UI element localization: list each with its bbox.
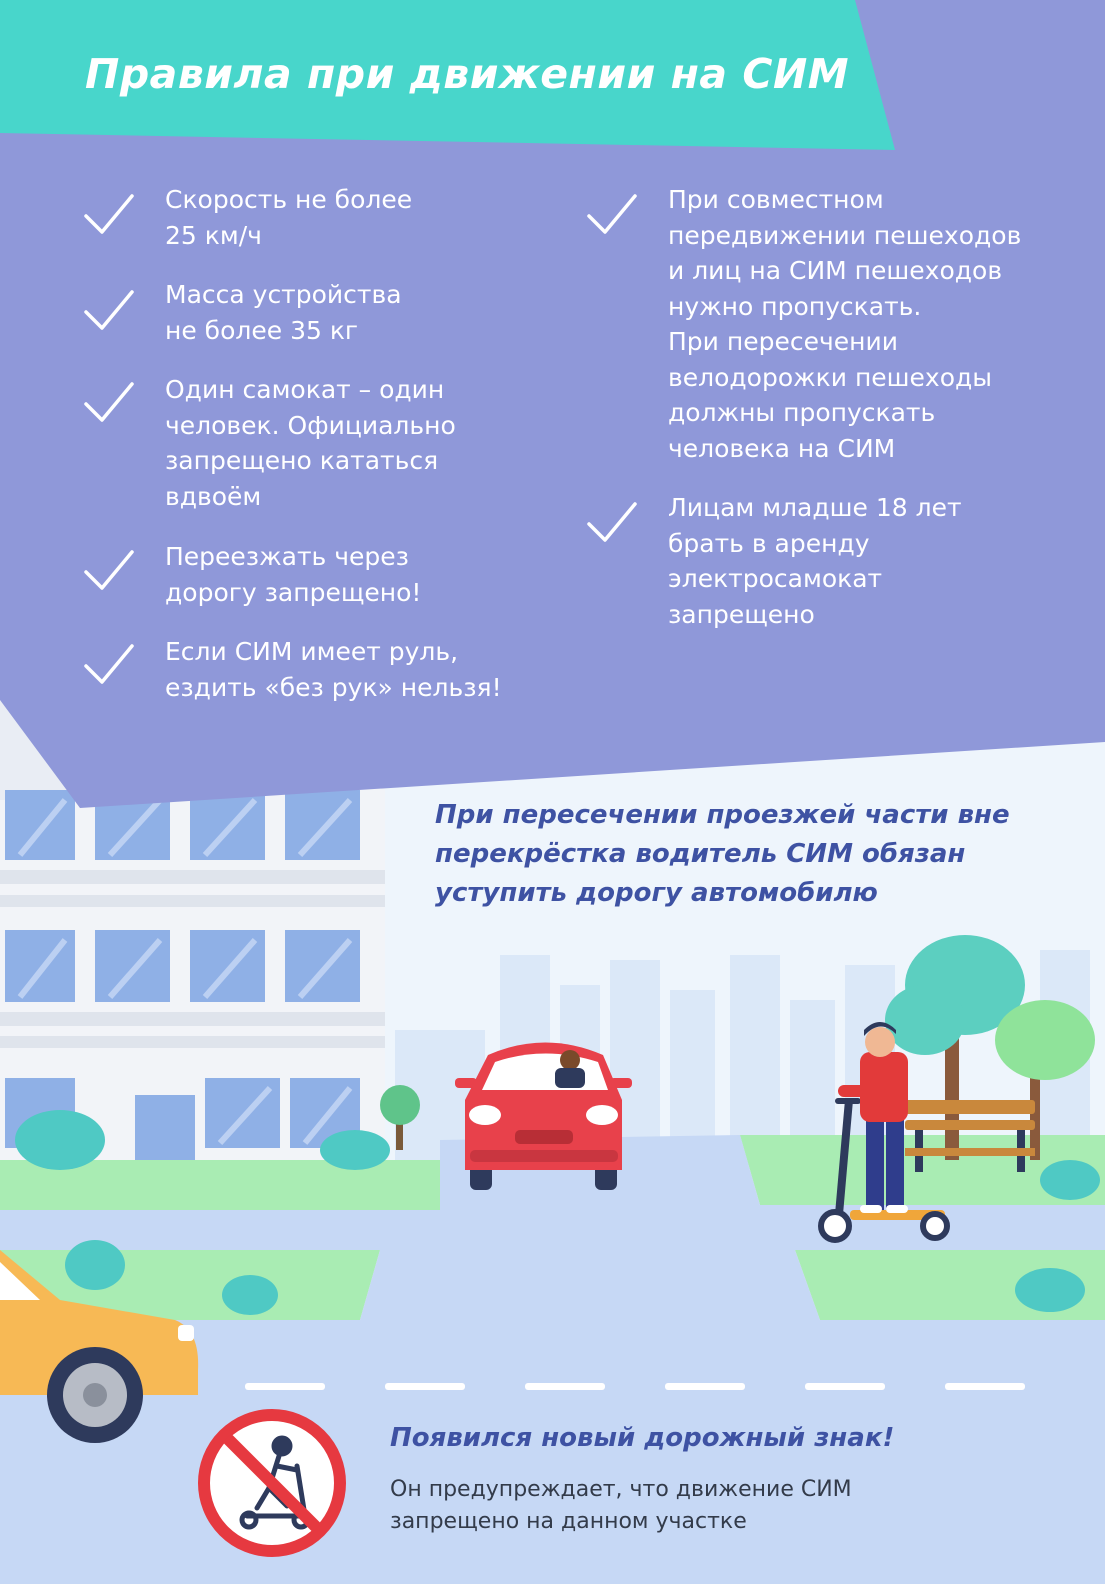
no-scooter-sign-icon [197, 1408, 347, 1558]
rule-text: При совместном передвижении пешеходов и лиц на СИМ пешеходов нужно пропускать. При пересечении велодорожки пешеходы должны пропускать человека на СИМ [668, 185, 1022, 463]
rule-text: Масса устройства не более 35 кг [165, 280, 402, 345]
check-icon [585, 500, 639, 546]
check-icon [82, 288, 136, 334]
check-icon [585, 192, 639, 238]
new-sign-title: Появился новый дорожный знак! [390, 1423, 895, 1453]
rule-text: Переезжать через дорогу запрещено! [165, 542, 422, 607]
rule-text: Скорость не более 25 км/ч [165, 185, 413, 250]
rule-text: Один самокат – один человек. Официально запрещено кататься вдвоём [165, 375, 456, 511]
crossing-note: При пересечении проезжей части вне перекрёстка водитель СИМ обязан уступить дорогу автомобилю [435, 800, 1010, 908]
rule-text: Если СИМ имеет руль, ездить «без рук» нельзя! [165, 637, 502, 702]
check-icon [82, 192, 136, 238]
check-icon [82, 642, 136, 688]
check-icon [82, 548, 136, 594]
page-title: Правила при движении на СИМ [85, 50, 850, 98]
new-sign-description: Он предупреждает, что движение СИМ запрещено на данном участке [390, 1477, 852, 1534]
check-icon [82, 380, 136, 426]
rule-text: Лицам младше 18 лет брать в аренду электросамокат запрещено [668, 493, 962, 629]
